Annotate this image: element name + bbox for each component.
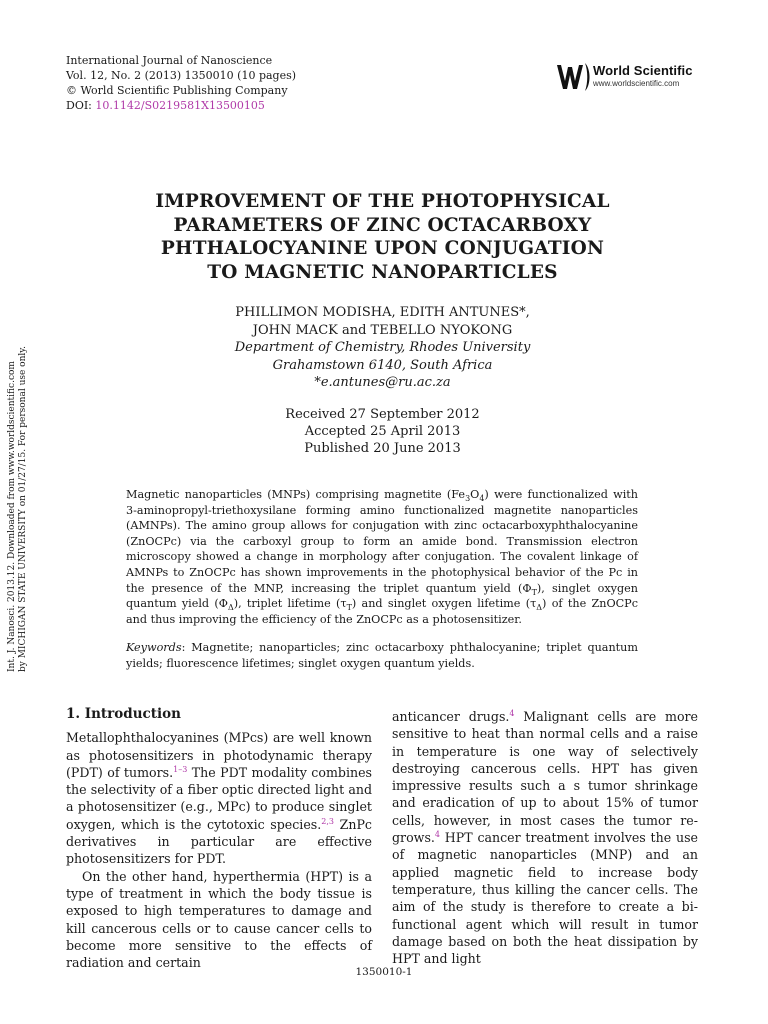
- author-email[interactable]: *e.antunes@ru.ac.za: [314, 375, 451, 391]
- journal-name: International Journal of Nanoscience: [66, 54, 273, 67]
- logo-url: www.worldscientific.com: [593, 79, 680, 88]
- keywords-text: : Magnetite; nanoparticles; zinc octacarboxy phthalocyanine; triplet quantum yields; fluorescence lifetimes; singlet oxygen quantum yields.: [126, 641, 638, 670]
- author-line: JOHN MACK and TEBELLO NYOKONG: [252, 322, 513, 338]
- body-column-right: [392, 708, 698, 967]
- affiliation-location: Grahamstown 6140, South Africa: [272, 357, 493, 373]
- logo-text: [593, 63, 693, 88]
- page-number: 1350010-1: [355, 966, 413, 978]
- received-date: Received 27 September 2012: [285, 407, 480, 422]
- download-notice-line1: Int. J. Nanosci. 2013.12. Downloaded from www.worldscientific.com: [7, 361, 17, 672]
- citation-link[interactable]: 2,3: [321, 816, 334, 826]
- world-scientific-logo-icon: [555, 59, 591, 95]
- paragraph: On the other hand, hyperthermia (HPT) is a type of treatment in which the body tissue is exposed to high temperatures to damage and kill cancerous cells or to cause cancer cells to become more sensitive to the effects of radiation and certain: [66, 868, 372, 971]
- body-column-left: [66, 706, 372, 971]
- affiliation: Department of Chemistry, Rhodes University: [234, 340, 531, 356]
- citation-link[interactable]: 4: [434, 829, 441, 839]
- journal-doi: [66, 98, 296, 113]
- download-notice: [7, 345, 35, 672]
- journal-copyright: © World Scientific Publishing Company: [66, 84, 288, 97]
- author-block: [120, 304, 645, 392]
- keywords-label: Keywords: [126, 641, 182, 654]
- paragraph: Metallophthalocyanines (MPcs) are well known as photosensitizers in photodynamic therapy (PDT) of tumors.$^{1-3}$ The PDT modality combines the selectivity of a fiber optic directed light and a photosensitizer (e.g., MPc) to produce singlet oxygen, which is the cytotoxic species.$^{2,3}$ ZnPc derivatives in particular are effective photosensitizers for PDT.: [66, 730, 373, 867]
- paper-title: [120, 190, 645, 284]
- section-heading: 1. Introduction: [66, 706, 181, 722]
- logo-name: World Scientific: [593, 63, 693, 78]
- publication-dates: [120, 406, 645, 457]
- citation-link[interactable]: 4: [509, 708, 515, 718]
- abstract: Magnetic nanoparticles (MNPs) comprising magnetite $(Fe_3O_4)$ were functionalized with 3-aminopropyl-triethoxysilane forming amino functionalized magnetite nanoparticles (AMNPs). The amino group allows for conjugation with zinc octacarboxyphthalocyanine (ZnOCPc) via the carboxyl group to form an amide bond. Transmission electron microscopy showed a change in morphology after conjugation. The covalent linkage of AMNPs to ZnOCPc has shown improvements in the photophysical behavior of the Pc in the presence of the MNP, increasing the triplet quantum yield $(\Phi_T)$, singlet oxygen quantum yield $(\Phi_\Delta)$, triplet lifetime $(\tau_T)$ and singlet oxygen lifetime $(\tau_\Delta)$ of the ZnOCPc and thus improving the efficiency of the ZnOCPc as a photosensitizer.: [126, 488, 638, 626]
- download-notice-line2: by MICHIGAN STATE UNIVERSITY on 01/27/15. For personal use only.: [18, 345, 28, 672]
- title-line: PHTHALOCYANINE UPON CONJUGATION: [160, 238, 605, 259]
- title-line: TO MAGNETIC NANOPARTICLES: [207, 261, 558, 283]
- paragraph: anticancer drugs.$^4$ Malignant cells are more sensitive to heat than normal cells and a raise in temperature is one way of selectively destroying cancerous cells. HPT has given impressive results such a s tumor shrinkage and eradication of up to about 15% of tumor cells, however, in most cases the tumor re-grows.$^4$ HPT cancer treatment involves the use of magnetic nanoparticles (MNP) and an applied magnetic field to increase body temperature, thus killing the cancer cells. The aim of the study is therefore to create a bi-functional agent which will result in tumor damage based on both the heat dissipation by HPT and light: [392, 708, 698, 967]
- doi-link[interactable]: 10.1142/S0219581X13500105: [95, 99, 265, 112]
- citation-link[interactable]: 1–3: [173, 764, 188, 774]
- journal-volume: Vol. 12, No. 2 (2013) 1350010 (10 pages): [66, 69, 297, 82]
- keywords: [126, 640, 638, 671]
- accepted-date: Accepted 25 April 2013: [304, 424, 461, 439]
- author-line: PHILLIMON MODISHA, EDITH ANTUNES*,: [235, 305, 530, 320]
- published-date: Published 20 June 2013: [304, 441, 461, 456]
- title-line: IMPROVEMENT OF THE PHOTOPHYSICAL: [155, 191, 610, 212]
- title-line: PARAMETERS OF ZINC OCTACARBOXY: [173, 214, 592, 236]
- publisher-logo[interactable]: [555, 59, 705, 95]
- journal-info: [66, 53, 296, 113]
- doi-prefix: DOI:: [66, 99, 96, 112]
